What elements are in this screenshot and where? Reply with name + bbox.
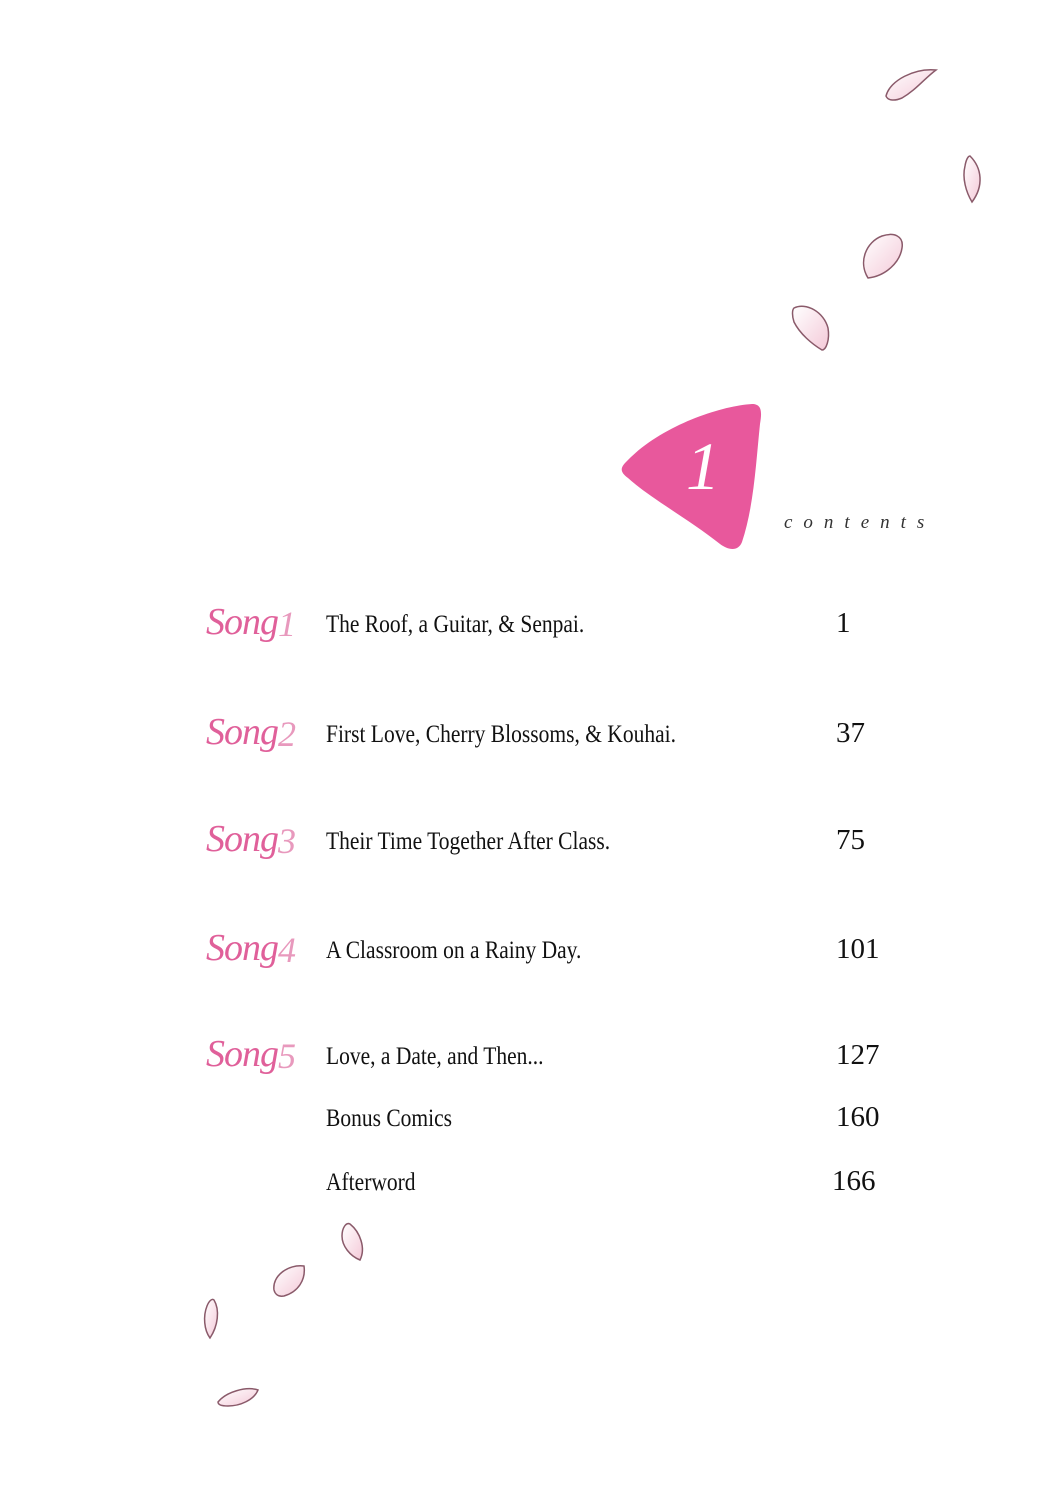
song-number: 1 (278, 604, 296, 644)
toc-entry-song-4[interactable] (206, 926, 906, 976)
toc-entry-bonus-comics[interactable] (206, 1094, 906, 1144)
toc-entry-song-1[interactable] (206, 600, 906, 650)
chapter-page-number: 1 (836, 607, 851, 639)
song-number: 3 (278, 821, 296, 861)
cherry-blossom-petal-icon (205, 1299, 218, 1338)
chapter-page-number: 101 (836, 933, 880, 965)
song-label: Song (206, 818, 278, 860)
chapter-page-number: 166 (832, 1165, 876, 1197)
volume-number: 1 (686, 428, 720, 504)
chapter-page-number: 160 (836, 1101, 880, 1133)
chapter-title: Afterword (326, 1169, 416, 1196)
cherry-blossom-petal-icon (274, 1266, 304, 1296)
chapter-title: Love, a Date, and Then... (326, 1043, 544, 1070)
chapter-page-number: 37 (836, 717, 865, 749)
toc-entry-afterword[interactable] (206, 1158, 906, 1208)
cherry-blossom-petal-icon (793, 306, 829, 350)
song-number: 5 (278, 1036, 296, 1076)
song-label: Song (206, 1033, 278, 1075)
chapter-title: Bonus Comics (326, 1105, 453, 1132)
chapter-title: Their Time Together After Class. (326, 828, 611, 855)
chapter-page-number: 75 (836, 824, 865, 856)
cherry-blossom-petal-icon (218, 1389, 258, 1406)
cherry-blossom-petal-icon (886, 70, 936, 100)
contents-heading: contents (784, 512, 936, 533)
song-number: 2 (278, 714, 296, 754)
cherry-blossom-petal-icon (964, 156, 980, 202)
toc-entry-song-5[interactable] (206, 1032, 906, 1082)
cherry-blossom-petal-icon (342, 1224, 362, 1260)
song-label: Song (206, 601, 278, 643)
toc-entry-song-3[interactable] (206, 817, 906, 867)
chapter-title: The Roof, a Guitar, & Senpai. (326, 611, 585, 638)
song-label: Song (206, 927, 278, 969)
cherry-blossom-petal-icon (864, 235, 903, 279)
chapter-title: A Classroom on a Rainy Day. (326, 937, 582, 964)
song-label: Song (206, 711, 278, 753)
toc-entry-song-2[interactable] (206, 710, 906, 760)
chapter-title: First Love, Cherry Blossoms, & Kouhai. (326, 721, 676, 748)
chapter-page-number: 127 (836, 1039, 880, 1071)
song-number: 4 (278, 930, 296, 970)
